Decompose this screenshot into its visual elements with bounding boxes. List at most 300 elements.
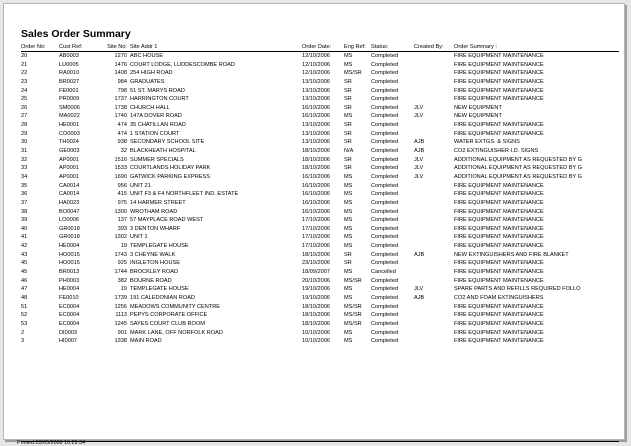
cell-status: Completed (371, 87, 399, 94)
cell-status: Completed (371, 53, 399, 59)
header-site-no: Site No: (107, 44, 127, 50)
cell-site-addr: SECONDARY SCHOOL SITE (130, 139, 205, 146)
cell-status: Completed (371, 173, 399, 180)
cell-order-no: 45 (21, 269, 28, 276)
cell-order-no: 53 (21, 320, 28, 327)
cell-order-summary: WATER EXTGS. & SIGNS (454, 139, 520, 146)
cell-site-addr: BROCKLEY ROAD (130, 269, 179, 276)
cell-order-summary: NEW EQUIPMENT (454, 113, 502, 120)
cell-site-addr: TEMPLEGATE HOUSE (130, 243, 189, 250)
cell-site-addr: COURT LODGE, LUDDESCOMBE ROAD (130, 61, 235, 68)
cell-cust-ref: TH0024 (59, 139, 79, 146)
cell-site-addr: WROTHAM ROAD (130, 208, 178, 215)
cell-created-by: AJB (414, 294, 425, 301)
table-row (4, 95, 626, 104)
cell-created-by: JLV (414, 156, 424, 163)
cell-order-no: 43 (21, 251, 28, 258)
table-row (4, 251, 626, 260)
cell-status: Completed (371, 243, 399, 250)
table-row (4, 268, 626, 277)
cell-site-addr: HARRINGTON COURT (130, 96, 189, 103)
cell-site-addr: 3 DENTON WHARF (130, 225, 181, 232)
cell-eng-ref: SR (344, 87, 352, 94)
cell-status: Completed (371, 234, 399, 241)
cell-cust-ref: SM0006 (59, 104, 80, 111)
cell-status: Completed (371, 191, 399, 198)
cell-order-summary: FIRE EQUIPMENT MAINTENANCE (454, 191, 544, 198)
table-row (4, 130, 626, 139)
cell-order-summary: FIRE EQUIPMENT MAINTENANCE (454, 182, 544, 189)
table-row (4, 104, 626, 113)
cell-order-no: 21 (21, 61, 28, 68)
cell-order-no: 39 (21, 217, 28, 224)
cell-site-addr: ABC HOUSE (130, 53, 163, 59)
cell-cust-ref: BR0027 (59, 78, 80, 85)
cell-order-summary: FIRE EQUIPMENT MAINTENANCE (454, 303, 544, 310)
cell-site-addr: PEPYS CORPORATE OFFICE (130, 312, 208, 319)
cell-order-no: 28 (21, 122, 28, 129)
cell-status: Completed (371, 303, 399, 310)
header-cust-ref: Cust Ref: (59, 44, 83, 50)
cell-order-summary: CO2 AND FOAM EXTINGUISHERS (454, 294, 544, 301)
cell-site-no: 1113 (115, 312, 127, 319)
cell-site-addr: 254 HIGH ROAD (130, 70, 173, 77)
cell-status: Completed (371, 320, 399, 327)
cell-site-no: 1256 (114, 303, 127, 310)
cell-status: Cancelled (371, 269, 396, 276)
cell-cust-ref: CA0014 (59, 191, 80, 198)
cell-order-date: 16/10/2006 (302, 104, 330, 111)
cell-cust-ref: BR0013 (59, 269, 80, 276)
cell-site-no: 1740 (114, 113, 127, 120)
cell-eng-ref: MS (344, 234, 353, 241)
cell-site-addr: MAIN ROAD (130, 338, 162, 345)
cell-site-addr: SUMMER SPECIALS (130, 156, 184, 163)
cell-cust-ref: GR0018 (59, 234, 80, 241)
cell-site-addr: BOURNE ROAD (130, 277, 172, 284)
cell-order-summary: FIRE EQUIPMENT MAINTENANCE (454, 312, 544, 319)
cell-status: Completed (371, 277, 399, 284)
cell-created-by: JLV (414, 286, 424, 293)
cell-eng-ref: MS (344, 182, 353, 189)
cell-order-summary: FIRE EQUIPMENT MAINTENANCE (454, 338, 544, 345)
cell-site-no: 1738 (114, 104, 127, 111)
cell-cust-ref: HI0007 (59, 338, 78, 345)
cell-eng-ref: MS (344, 199, 353, 206)
cell-order-date: 18/10/2006 (302, 303, 330, 310)
table-row (4, 190, 626, 199)
report-page (3, 3, 625, 440)
cell-cust-ref: CA0014 (59, 182, 80, 189)
cell-order-no: 40 (21, 225, 28, 232)
header-site-addr: Site Addr 1 (130, 44, 158, 50)
cell-order-date: 18/09/2007 (302, 269, 330, 276)
cell-eng-ref: MS (344, 191, 353, 198)
cell-order-summary: FIRE EQUIPMENT MAINTENANCE (454, 234, 544, 241)
cell-site-addr: GATWICK PARKING EXPRESS (130, 173, 210, 180)
cell-created-by: AJB (414, 148, 425, 155)
cell-eng-ref: SR (344, 78, 352, 85)
printed-timestamp: Printed:03/05/2008 16:29:34 (17, 440, 86, 446)
cell-site-addr: 3 CHEYNE WALK (130, 251, 176, 258)
cell-site-no: 901 (117, 329, 127, 336)
cell-order-no: 24 (21, 87, 28, 94)
cell-status: Completed (371, 165, 399, 172)
cell-order-summary: FIRE EQUIPMENT MAINTENANCE (454, 78, 544, 85)
cell-status: Completed (371, 96, 399, 103)
cell-order-date: 13/10/2006 (302, 139, 330, 146)
cell-order-no: 48 (21, 294, 28, 301)
cell-order-date: 18/10/2006 (302, 148, 330, 155)
cell-eng-ref: MS (344, 243, 353, 250)
table-row (4, 121, 626, 130)
cell-order-summary: FIRE EQUIPMENT MAINTENANCE (454, 53, 544, 59)
cell-order-summary: FIRE EQUIPMENT MAINTENANCE (454, 320, 544, 327)
table-row (4, 320, 626, 329)
cell-order-date: 17/10/2006 (302, 217, 330, 224)
table-row (4, 173, 626, 182)
cell-eng-ref: MS (344, 61, 353, 68)
table-row (4, 225, 626, 234)
cell-cust-ref: FE0001 (59, 87, 79, 94)
cell-created-by: JLV (414, 104, 424, 111)
cell-site-no: 1338 (114, 338, 127, 345)
cell-order-no: 52 (21, 312, 28, 319)
cell-order-date: 18/10/2006 (302, 320, 330, 327)
cell-cust-ref: HE0004 (59, 243, 80, 250)
cell-order-no: 35 (21, 182, 28, 189)
cell-eng-ref: MS (344, 286, 353, 293)
cell-eng-ref: SR (344, 165, 352, 172)
cell-status: Completed (371, 294, 399, 301)
cell-order-date: 12/10/2006 (302, 70, 330, 77)
cell-order-date: 19/10/2006 (302, 294, 330, 301)
cell-cust-ref: HO0015 (59, 251, 80, 258)
cell-site-no: 1516 (114, 156, 127, 163)
cell-status: Completed (371, 148, 399, 155)
table-row (4, 216, 626, 225)
cell-cust-ref: BO0047 (59, 208, 80, 215)
table-row (4, 242, 626, 251)
cell-cust-ref: AP0001 (59, 165, 79, 172)
cell-eng-ref: MS/SR (344, 320, 362, 327)
cell-eng-ref: SR (344, 96, 352, 103)
cell-eng-ref: MS/SR (344, 303, 362, 310)
cell-site-no: 938 (117, 139, 127, 146)
table-row (4, 294, 626, 303)
cell-order-no: 25 (21, 96, 28, 103)
cell-order-no: 20 (21, 53, 28, 59)
cell-eng-ref: MS (344, 338, 353, 345)
cell-order-no: 42 (21, 243, 28, 250)
header-eng-ref: Eng Ref: (344, 44, 366, 50)
cell-status: Completed (371, 329, 399, 336)
cell-order-date: 16/10/2006 (302, 173, 330, 180)
cell-status: Completed (371, 156, 399, 163)
cell-order-summary: FIRE EQUIPMENT MAINTENANCE (454, 208, 544, 215)
cell-order-no: 31 (21, 148, 28, 155)
cell-site-no: 1743 (114, 251, 127, 258)
cell-site-no: 474 (117, 122, 127, 129)
cell-order-no: 22 (21, 70, 28, 77)
cell-order-date: 10/10/2006 (302, 338, 330, 345)
cell-created-by: JLV (414, 173, 424, 180)
table-row (4, 329, 626, 338)
table-row (4, 259, 626, 268)
cell-site-no: 382 (117, 277, 127, 284)
cell-order-summary: NEW EQUIPMENT (454, 104, 502, 111)
cell-site-no: 1739 (114, 294, 127, 301)
cell-order-date: 16/10/2006 (302, 113, 330, 120)
cell-status: Completed (371, 217, 399, 224)
cell-order-date: 18/10/2006 (302, 312, 330, 319)
cell-site-no: 19 (120, 243, 127, 250)
cell-cust-ref: EC0004 (59, 303, 80, 310)
cell-order-date: 17/10/2006 (302, 234, 330, 241)
cell-order-date: 16/10/2006 (302, 208, 330, 215)
table-row (4, 78, 626, 87)
cell-order-date: 12/10/2006 (302, 61, 330, 68)
table-row (4, 303, 626, 312)
cell-site-addr: 51 ST. MARYS ROAD (130, 87, 185, 94)
cell-order-date: 19/10/2006 (302, 286, 330, 293)
cell-site-addr: MEADOWS COMMUNITY CENTRE (130, 303, 221, 310)
cell-site-addr: 191 CALEDONIAN ROAD (130, 294, 195, 301)
table-row (4, 199, 626, 208)
cell-order-no: 51 (21, 303, 28, 310)
cell-order-no: 27 (21, 113, 28, 120)
cell-created-by: AJB (414, 251, 425, 258)
cell-site-addr: 57 MAYPLACE ROAD WEST (130, 217, 204, 224)
cell-order-date: 18/10/2006 (302, 156, 330, 163)
cell-site-no: 1300 (114, 208, 127, 215)
table-row (4, 112, 626, 121)
cell-order-no: 2 (21, 329, 25, 336)
cell-status: Completed (371, 139, 399, 146)
cell-status: Completed (371, 130, 399, 137)
cell-eng-ref: SR (344, 122, 352, 129)
cell-eng-ref: MS/SR (344, 312, 362, 319)
table-row (4, 233, 626, 242)
cell-order-date: 13/10/2006 (302, 87, 330, 94)
cell-order-no: 47 (21, 286, 28, 293)
cell-status: Completed (371, 70, 399, 77)
cell-cust-ref: HE0001 (59, 122, 80, 129)
cell-site-no: 984 (117, 78, 127, 85)
cell-eng-ref: SR (344, 251, 352, 258)
cell-site-addr: UNIT 1 (130, 234, 148, 241)
cell-cust-ref: AB0003 (59, 53, 79, 59)
cell-created-by: AJB (414, 139, 425, 146)
cell-cust-ref: FE0010 (59, 294, 79, 301)
cell-site-addr: SAYES COURT CLUB ROOM (130, 320, 205, 327)
cell-order-summary: FIRE EQUIPMENT MAINTENANCE (454, 199, 544, 206)
table-row (4, 311, 626, 320)
cell-order-summary: ADDITIONAL EQUIPMENT AS REQUESTED BY G (454, 173, 582, 180)
table-row (4, 138, 626, 147)
cell-order-summary: FIRE EQUIPMENT MAINTENANCE (454, 70, 544, 77)
cell-created-by: JLV (414, 165, 424, 172)
cell-status: Completed (371, 338, 399, 345)
cell-eng-ref: MS (344, 269, 353, 276)
cell-site-addr: 1 STATION COURT (130, 130, 180, 137)
cell-order-summary: FIRE EQUIPMENT MAINTENANCE (454, 61, 544, 68)
cell-eng-ref: SR (344, 156, 352, 163)
cell-status: Completed (371, 104, 399, 111)
cell-site-no: 1533 (114, 165, 127, 172)
footer-divider (21, 441, 619, 442)
cell-order-no: 26 (21, 104, 28, 111)
cell-order-date: 17/10/2006 (302, 243, 330, 250)
cell-order-no: 37 (21, 199, 28, 206)
cell-order-summary: FIRE EQUIPMENT MAINTENANCE (454, 329, 544, 336)
cell-order-no: 45 (21, 260, 28, 267)
table-row (4, 164, 626, 173)
cell-site-no: 925 (117, 260, 127, 267)
table-row (4, 69, 626, 78)
cell-order-date: 13/10/2006 (302, 78, 330, 85)
cell-order-no: 3 (21, 338, 25, 345)
cell-site-addr: INGLETON HOUSE (130, 260, 180, 267)
cell-order-no: 33 (21, 165, 28, 172)
cell-site-no: 1408 (114, 70, 127, 77)
cell-site-addr: CHURCH HALL (130, 104, 170, 111)
cell-order-summary: NEW EXTINGUISHERS AND FIRE BLANKET (454, 251, 569, 258)
cell-site-no: 1690 (114, 173, 127, 180)
cell-eng-ref: MS (344, 225, 353, 232)
cell-cust-ref: DI0003 (59, 329, 78, 336)
cell-created-by: JLV (414, 113, 424, 120)
cell-order-summary: FIRE EQUIPMENT MAINTENANCE (454, 277, 544, 284)
cell-eng-ref: SR (344, 104, 352, 111)
cell-site-no: 1302 (114, 234, 127, 241)
cell-status: Completed (371, 208, 399, 215)
cell-cust-ref: HE0004 (59, 286, 80, 293)
cell-site-no: 1744 (114, 269, 127, 276)
cell-site-addr: TEMPLEGATE HOUSE (130, 286, 189, 293)
cell-status: Completed (371, 251, 399, 258)
cell-order-summary: ADDITIONAL EQUIPMENT AS REQUESTED BY G (454, 156, 582, 163)
cell-order-summary: FIRE EQUIPMENT MAINTENANCE (454, 225, 544, 232)
cell-cust-ref: EC0004 (59, 320, 80, 327)
cell-eng-ref: MS (344, 217, 353, 224)
cell-cust-ref: GE0003 (59, 148, 80, 155)
cell-site-addr: BLACKHEATH HOSPITAL (130, 148, 196, 155)
cell-order-summary: FIRE EQUIPMENT MAINTENANCE (454, 243, 544, 250)
table-row (4, 182, 626, 191)
cell-site-addr: 14 HARMER STREET (130, 199, 186, 206)
cell-cust-ref: MA0022 (59, 113, 80, 120)
cell-eng-ref: MS (344, 208, 353, 215)
cell-order-no: 41 (21, 234, 28, 241)
order-table-body (4, 52, 626, 346)
table-row (4, 156, 626, 165)
cell-site-no: 956 (117, 182, 127, 189)
cell-cust-ref: PH0003 (59, 277, 80, 284)
cell-status: Completed (371, 225, 399, 232)
cell-status: Completed (371, 61, 399, 68)
cell-cust-ref: EC0004 (59, 312, 80, 319)
cell-status: Completed (371, 113, 399, 120)
cell-order-no: 38 (21, 208, 28, 215)
cell-cust-ref: LO0006 (59, 217, 79, 224)
table-row (4, 61, 626, 70)
cell-site-addr: COURTLANDS HOLIDAY PARK (130, 165, 211, 172)
cell-order-no: 34 (21, 173, 28, 180)
cell-site-no: 1270 (114, 53, 127, 59)
cell-order-summary: FIRE EQUIPMENT MAINTENANCE (454, 87, 544, 94)
cell-eng-ref: SR (344, 139, 352, 146)
cell-order-no: 36 (21, 191, 28, 198)
cell-cust-ref: PR0009 (59, 96, 80, 103)
table-row (4, 208, 626, 217)
cell-eng-ref: MS (344, 329, 353, 336)
cell-order-summary: FIRE EQUIPMENT MAINTENANCE (454, 269, 544, 276)
cell-order-date: 16/10/2006 (302, 199, 330, 206)
table-row (4, 52, 626, 61)
cell-eng-ref: N/A (344, 148, 354, 155)
cell-cust-ref: LU0005 (59, 61, 79, 68)
cell-site-addr: UNIT 21 (130, 182, 151, 189)
cell-site-no: 32 (120, 148, 127, 155)
cell-cust-ref: RA0010 (59, 70, 80, 77)
cell-site-addr: MARK LANE, OFF NORFOLK ROAD (130, 329, 223, 336)
cell-order-summary: CO2 EXTINGUISHER I.D. SIGNS (454, 148, 539, 155)
cell-eng-ref: MS/SR (344, 277, 362, 284)
cell-order-no: 23 (21, 78, 28, 85)
cell-order-summary: ADDITIONAL EQUIPMENT AS REQUESTED BY G (454, 165, 582, 172)
cell-site-no: 393 (117, 225, 127, 232)
cell-order-date: 17/10/2006 (302, 225, 330, 232)
cell-site-no: 415 (117, 191, 127, 198)
header-status: Status: (371, 44, 389, 50)
cell-order-date: 13/10/2006 (302, 130, 330, 137)
cell-cust-ref: CO0003 (59, 130, 80, 137)
cell-order-date: 16/10/2006 (302, 191, 330, 198)
report-title: Sales Order Summary (21, 28, 131, 40)
cell-order-summary: FIRE EQUIPMENT MAINTENANCE (454, 217, 544, 224)
cell-site-no: 798 (117, 87, 127, 94)
cell-order-date: 18/10/2006 (302, 251, 330, 258)
cell-order-no: 32 (21, 156, 28, 163)
cell-status: Completed (371, 312, 399, 319)
cell-order-summary: FIRE EQUIPMENT MAINTENANCE (454, 122, 544, 129)
cell-eng-ref: SR (344, 260, 352, 267)
cell-order-no: 30 (21, 139, 28, 146)
cell-order-date: 20/10/2006 (302, 277, 330, 284)
cell-order-summary: SPARE PARTS AND REFILLS REQUIRED FOLLO (454, 286, 581, 293)
cell-order-summary: FIRE EQUIPMENT MAINTENANCE (454, 130, 544, 137)
cell-order-date: 13/10/2006 (302, 122, 330, 129)
table-row (4, 147, 626, 156)
cell-status: Completed (371, 182, 399, 189)
table-row (4, 285, 626, 294)
table-row (4, 87, 626, 96)
cell-eng-ref: SR (344, 130, 352, 137)
cell-site-addr: UNIT F3 & F4 NORTHFLEET IND. ESTATE (130, 191, 239, 198)
cell-status: Completed (371, 199, 399, 206)
header-created-by: Created By: (414, 44, 444, 50)
cell-cust-ref: AP0001 (59, 156, 79, 163)
cell-eng-ref: MS (344, 294, 353, 301)
table-row (4, 337, 626, 346)
cell-eng-ref: MS (344, 113, 353, 120)
cell-site-addr: 35 CHATILLAN ROAD (130, 122, 186, 129)
header-order-summary: Order Summary : (454, 44, 497, 50)
cell-site-no: 1476 (114, 61, 127, 68)
cell-eng-ref: MS (344, 53, 353, 59)
cell-order-summary: FIRE EQUIPMENT MAINTENANCE (454, 260, 544, 267)
